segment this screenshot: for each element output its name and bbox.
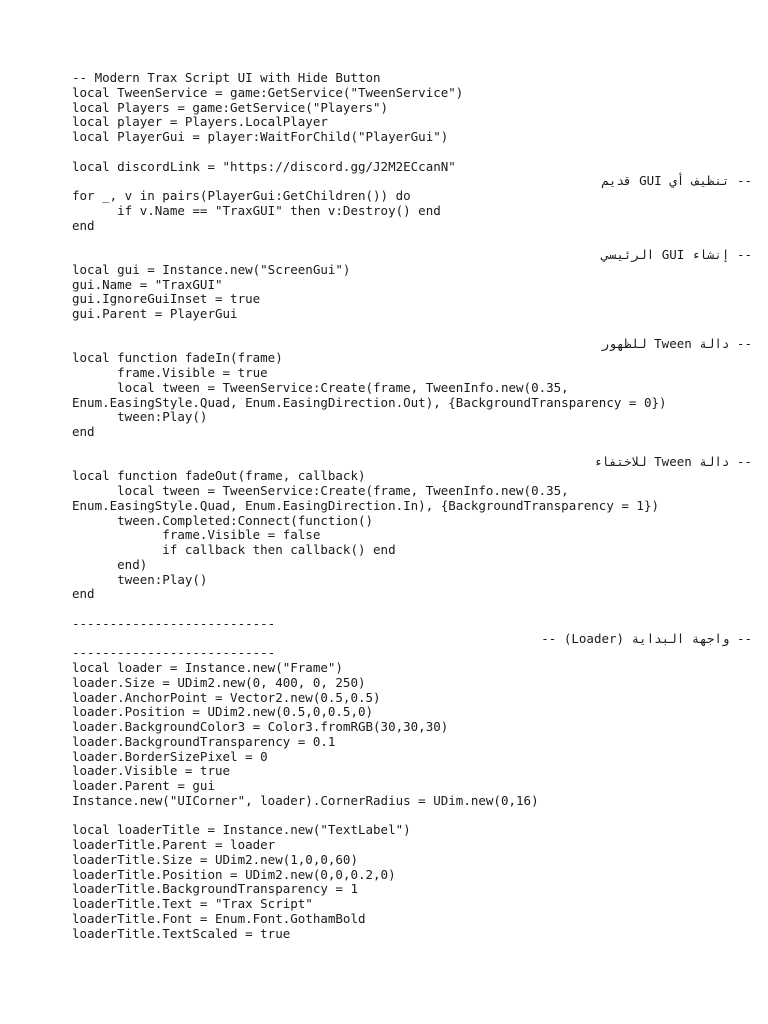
code-block xyxy=(72,71,752,941)
code-line: loader.BorderSizePixel = 0 xyxy=(72,748,268,764)
code-line: --------------------------- xyxy=(72,615,276,631)
code-line: Enum.EasingStyle.Quad, Enum.EasingDirection.In), {BackgroundTransparency = 1}) xyxy=(72,497,659,513)
code-line: --------------------------- xyxy=(72,645,276,661)
code-line: local tween = TweenService:Create(frame, TweenInfo.new(0.35, xyxy=(72,379,569,395)
code-line: -- Modern Trax Script UI with Hide Button xyxy=(72,70,381,85)
code-line: loader.AnchorPoint = Vector2.new(0.5,0.5) xyxy=(72,689,381,705)
code-line: local player = Players.LocalPlayer xyxy=(72,114,328,130)
code-line: -- واجهة البداية (Loader) -- xyxy=(541,630,752,646)
code-line: local TweenService = game:GetService("TweenService") xyxy=(72,84,464,100)
code-line: local loader = Instance.new("Frame") xyxy=(72,660,343,675)
code-line: for _, v in pairs(PlayerGui:GetChildren()) do xyxy=(72,188,411,203)
code-line: loader.Visible = true xyxy=(72,763,231,779)
code-line: loaderTitle.Size = UDim2.new(1,0,0,60) xyxy=(72,851,358,867)
code-line: -- تنظيف أي GUI قديم xyxy=(601,173,752,189)
code-line xyxy=(72,322,752,337)
code-line: loader.Size = UDim2.new(0, 400, 0, 250) xyxy=(72,674,366,690)
code-line: gui.Parent = PlayerGui xyxy=(72,306,238,321)
code-line: loaderTitle.TextScaled = true xyxy=(72,925,291,941)
code-line: local discordLink = "https://discord.gg/J2M2ECcanN" xyxy=(72,158,456,174)
code-line: local loaderTitle = Instance.new("TextLabel") xyxy=(72,822,411,838)
code-line: frame.Visible = false xyxy=(72,527,321,543)
code-line: frame.Visible = true xyxy=(72,365,268,380)
code-line: tween:Play() xyxy=(72,409,208,425)
code-line: -- دالة Tween للاختفاء xyxy=(593,453,752,469)
code-line xyxy=(72,440,752,455)
code-line: -- إنشاء GUI الرئيسي xyxy=(601,247,752,262)
code-line: loaderTitle.Parent = loader xyxy=(72,837,276,852)
code-line: local gui = Instance.new("ScreenGui") xyxy=(72,261,351,277)
code-line: Enum.EasingStyle.Quad, Enum.EasingDirection.Out), {BackgroundTransparency = 0}) xyxy=(72,394,667,410)
code-line: local function fadeOut(frame, callback) xyxy=(72,468,366,484)
code-line: local PlayerGui = player:WaitForChild("PlayerGui") xyxy=(72,129,449,144)
code-line: gui.IgnoreGuiInset = true xyxy=(72,291,261,307)
code-line xyxy=(72,809,752,824)
code-line: end xyxy=(72,586,95,602)
code-line: loaderTitle.Text = "Trax Script" xyxy=(72,896,313,911)
code-line xyxy=(72,145,752,160)
code-line: tween.Completed:Connect(function() xyxy=(72,512,374,528)
code-line: loader.Position = UDim2.new(0.5,0,0.5,0) xyxy=(72,704,374,720)
code-line xyxy=(72,233,752,248)
code-line: loader.BackgroundColor3 = Color3.fromRGB(30,30,30) xyxy=(72,719,449,734)
code-line: tween:Play() xyxy=(72,571,208,587)
code-line: gui.Name = "TraxGUI" xyxy=(72,276,223,292)
code-line: local function fadeIn(frame) xyxy=(72,350,283,366)
code-line: loaderTitle.BackgroundTransparency = 1 xyxy=(72,881,358,897)
code-line xyxy=(72,602,752,617)
code-line: local tween = TweenService:Create(frame, TweenInfo.new(0.35, xyxy=(72,483,569,498)
code-line: loader.BackgroundTransparency = 0.1 xyxy=(72,733,336,749)
code-line: -- دالة Tween للظهور xyxy=(601,335,752,351)
code-line: Instance.new("UICorner", loader).CornerRadius = UDim.new(0,16) xyxy=(72,792,539,808)
code-line: local Players = game:GetService("Players") xyxy=(72,99,389,115)
code-line: loaderTitle.Position = UDim2.new(0,0,0.2,0) xyxy=(72,866,396,882)
code-line: loader.Parent = gui xyxy=(72,778,215,793)
code-line: end) xyxy=(72,556,148,572)
code-line: end xyxy=(72,424,95,439)
code-line: if callback then callback() end xyxy=(72,542,396,557)
code-line: if v.Name == "TraxGUI" then v:Destroy() end xyxy=(72,202,441,218)
code-line: end xyxy=(72,217,95,233)
code-line: loaderTitle.Font = Enum.Font.GothamBold xyxy=(72,910,366,926)
